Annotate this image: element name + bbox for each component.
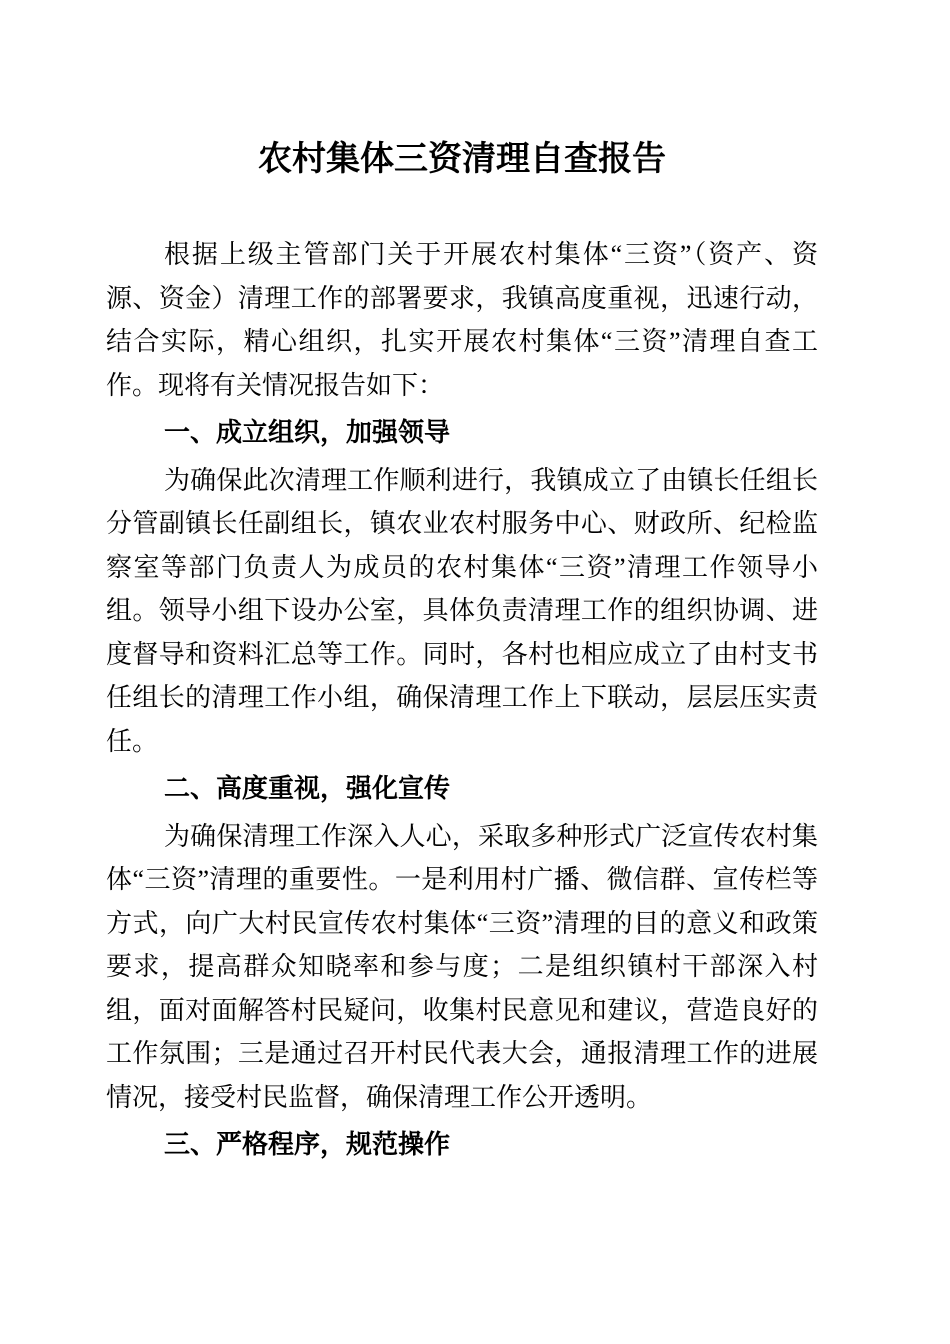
section-heading: 三、严格程序，规范操作 [164,1129,451,1159]
body-paragraph: 为确保此次清理工作顺利进行，我镇成立了由镇长任组长分管副镇长任副组长，镇农业农村服务中心、财政所、纪检监察室等部门负责人为成员的农村集体“三资”清理工作领导小组。领导小组下设办公室，具体负责清理工作的组织协调、进度督导和资料汇总等工作。同时，各村也相应成立了由村支书任组长的清理工作小组，确保清理工作上下联动，层层压实责任。 [106,465,818,756]
section-heading: 一、成立组织，加强领导 [164,417,451,447]
document-title: 农村集体三资清理自查报告 [258,141,666,178]
section-heading: 二、高度重视，强化宣传 [164,773,451,803]
body-paragraph: 为确保清理工作深入人心，采取多种形式广泛宣传农村集体“三资”清理的重要性。一是利用村广播、微信群、宣传栏等方式，向广大村民宣传农村集体“三资”清理的目的意义和政策要求，提高群众知晓率和参与度；二是组织镇村干部深入村组，面对面解答村民疑问，收集村民意见和建议，营造良好的工作氛围；三是通过召开村民代表大会，通报清理工作的进展情况，接受村民监督，确保清理工作公开透明。 [106,821,818,1112]
body-paragraph: 根据上级主管部门关于开展农村集体“三资”（资产、资源、资金）清理工作的部署要求，我镇高度重视，迅速行动，结合实际，精心组织，扎实开展农村集体“三资”清理自查工作。现将有关情况报告如下： [106,240,818,400]
document-body [106,233,818,1167]
